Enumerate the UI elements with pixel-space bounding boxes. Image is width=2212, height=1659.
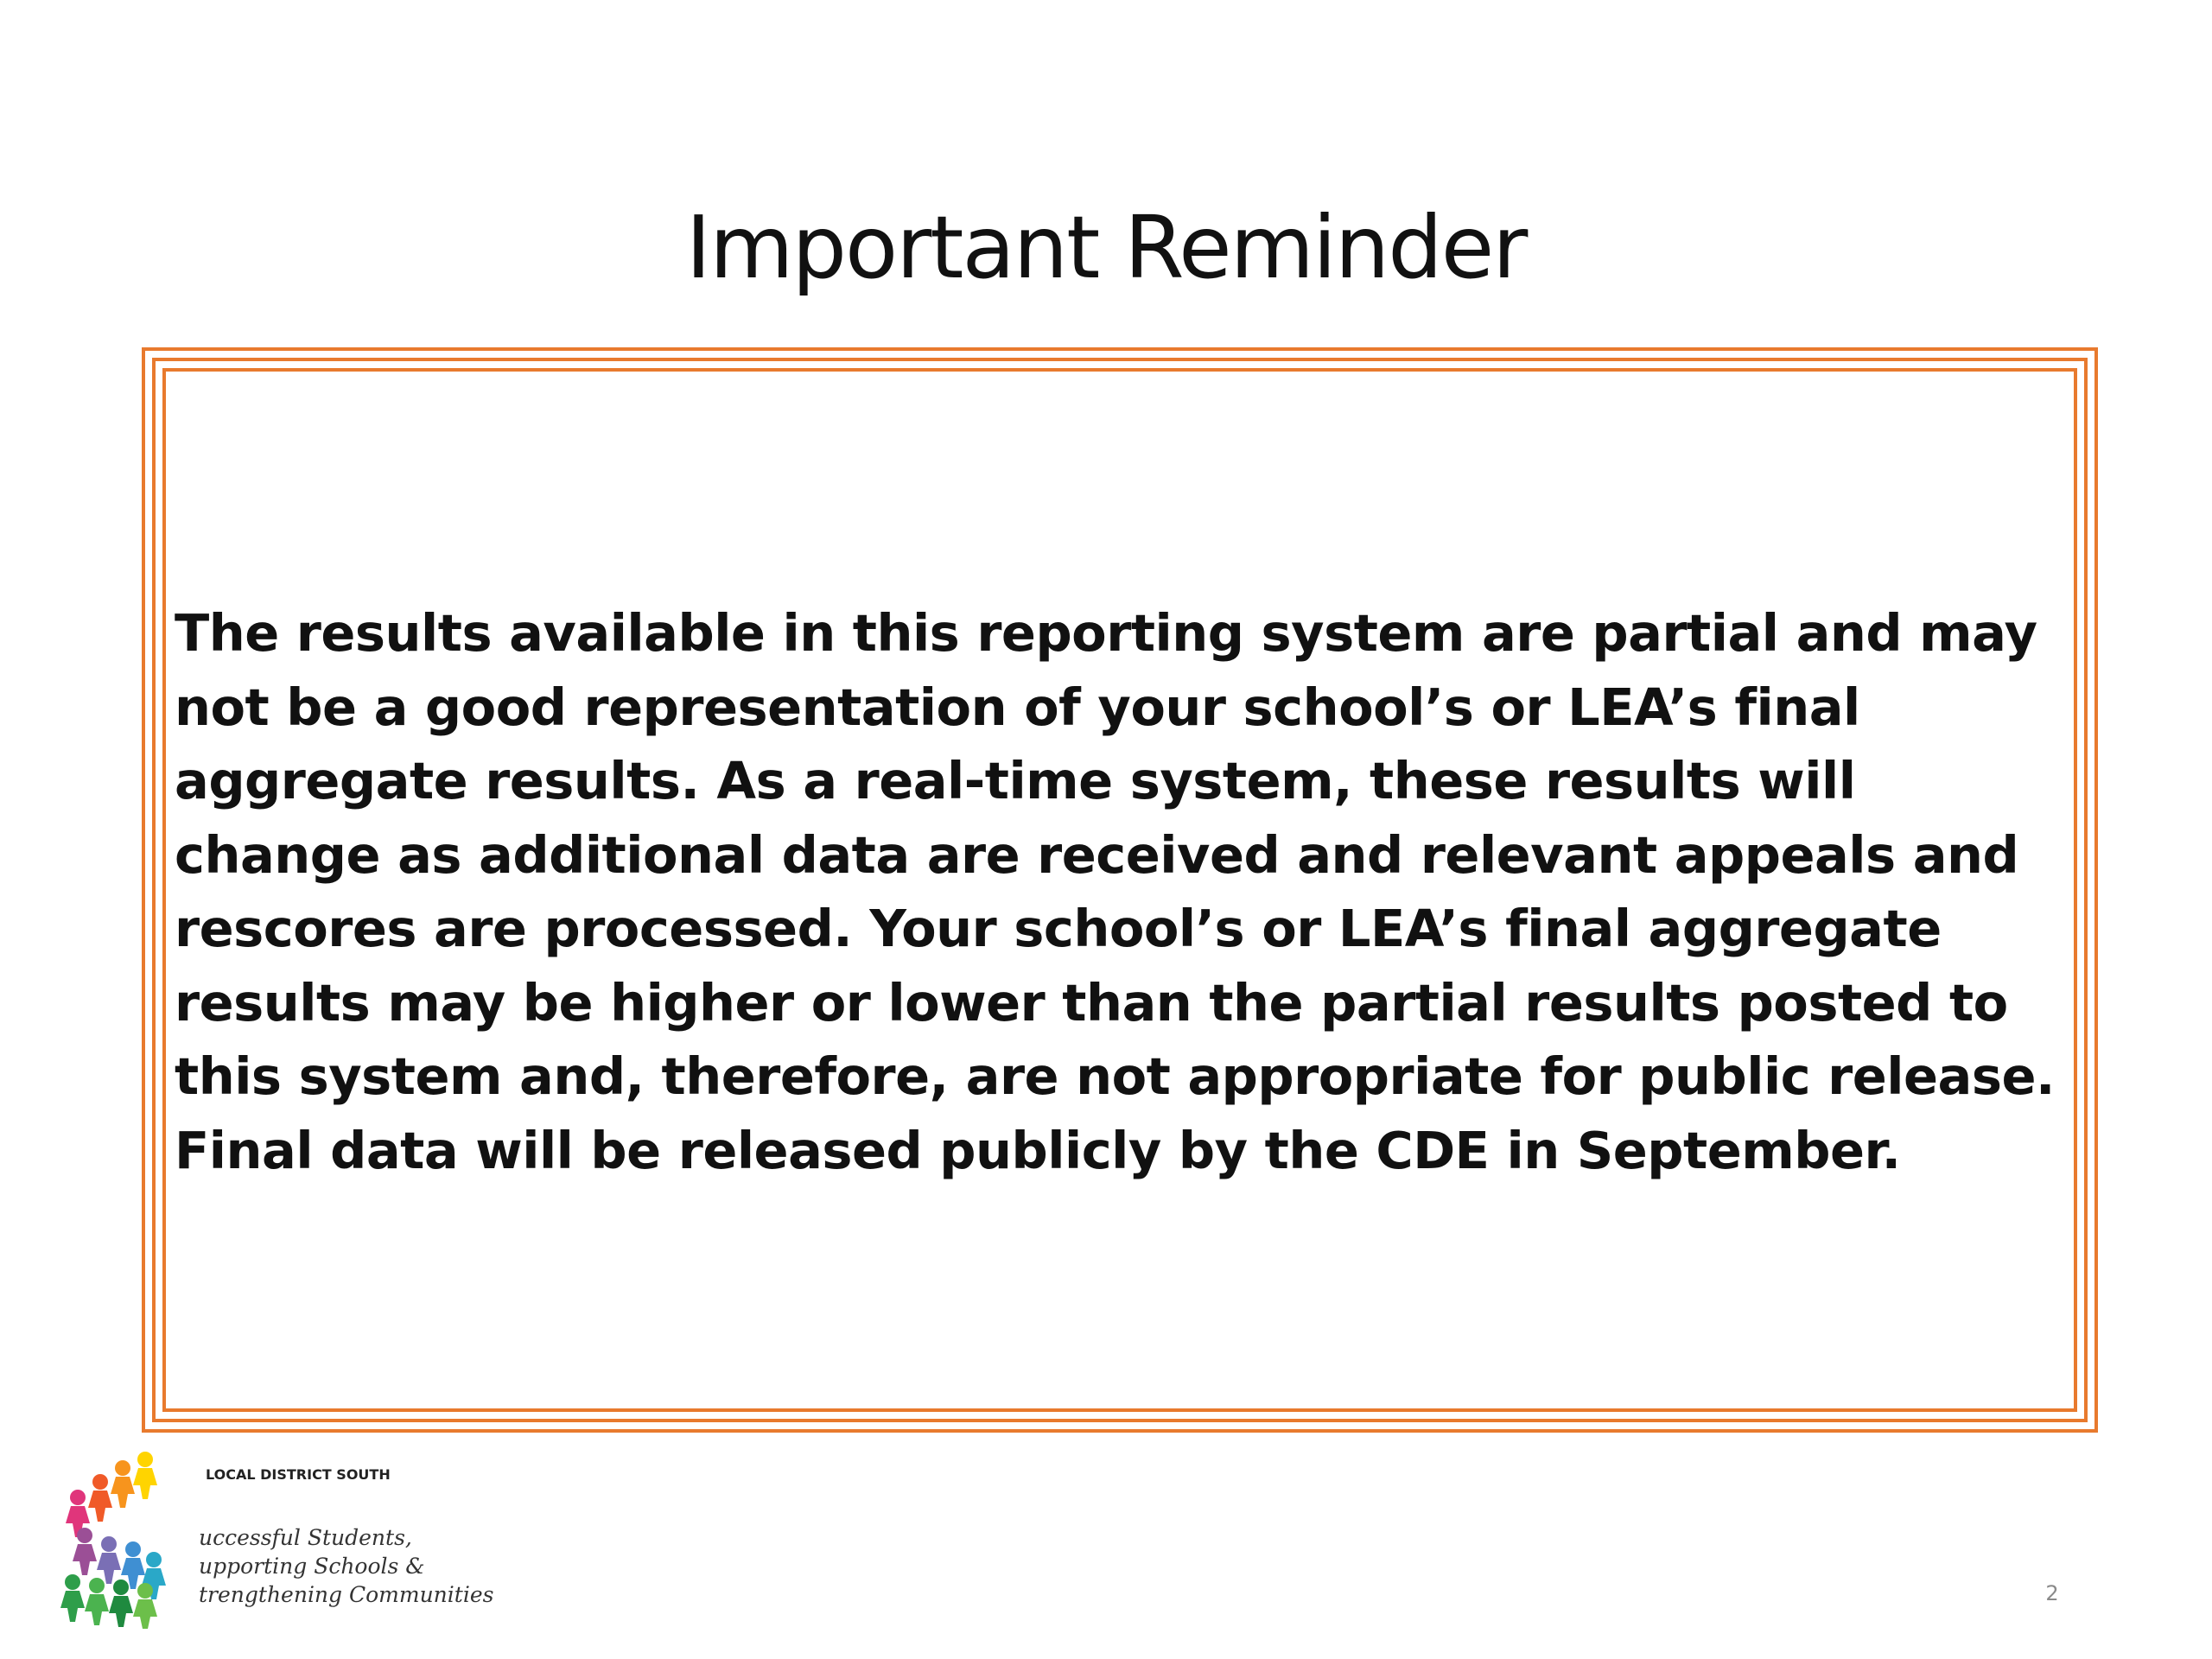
people-chain-logo-icon (52, 1430, 199, 1629)
reminder-text: The results available in this reporting system are partial and may not be a good representation of your school’s or LEA’s final aggregate results. As a real-time system, these results will change as additional data are received and relevant appeals and rescores are processed. Your school’s or LEA’s final aggregate results may be higher or lower than the partial results posted to this system and, therefore, are not appropriate for public release. Final data will be released publicly by the CDE in September. (175, 603, 2055, 1180)
tagline-line-1: uccessful Students, (199, 1525, 412, 1550)
district-tagline (199, 1523, 493, 1609)
tagline-line-3: trengthening Communities (199, 1582, 494, 1607)
tagline-line-2: upporting Schools & (199, 1554, 425, 1579)
slide-title: Important Reminder (685, 197, 1527, 298)
district-logo (52, 1430, 501, 1629)
page-number: 2 (2045, 1581, 2059, 1605)
district-name: LOCAL DISTRICT SOUTH (206, 1466, 391, 1483)
